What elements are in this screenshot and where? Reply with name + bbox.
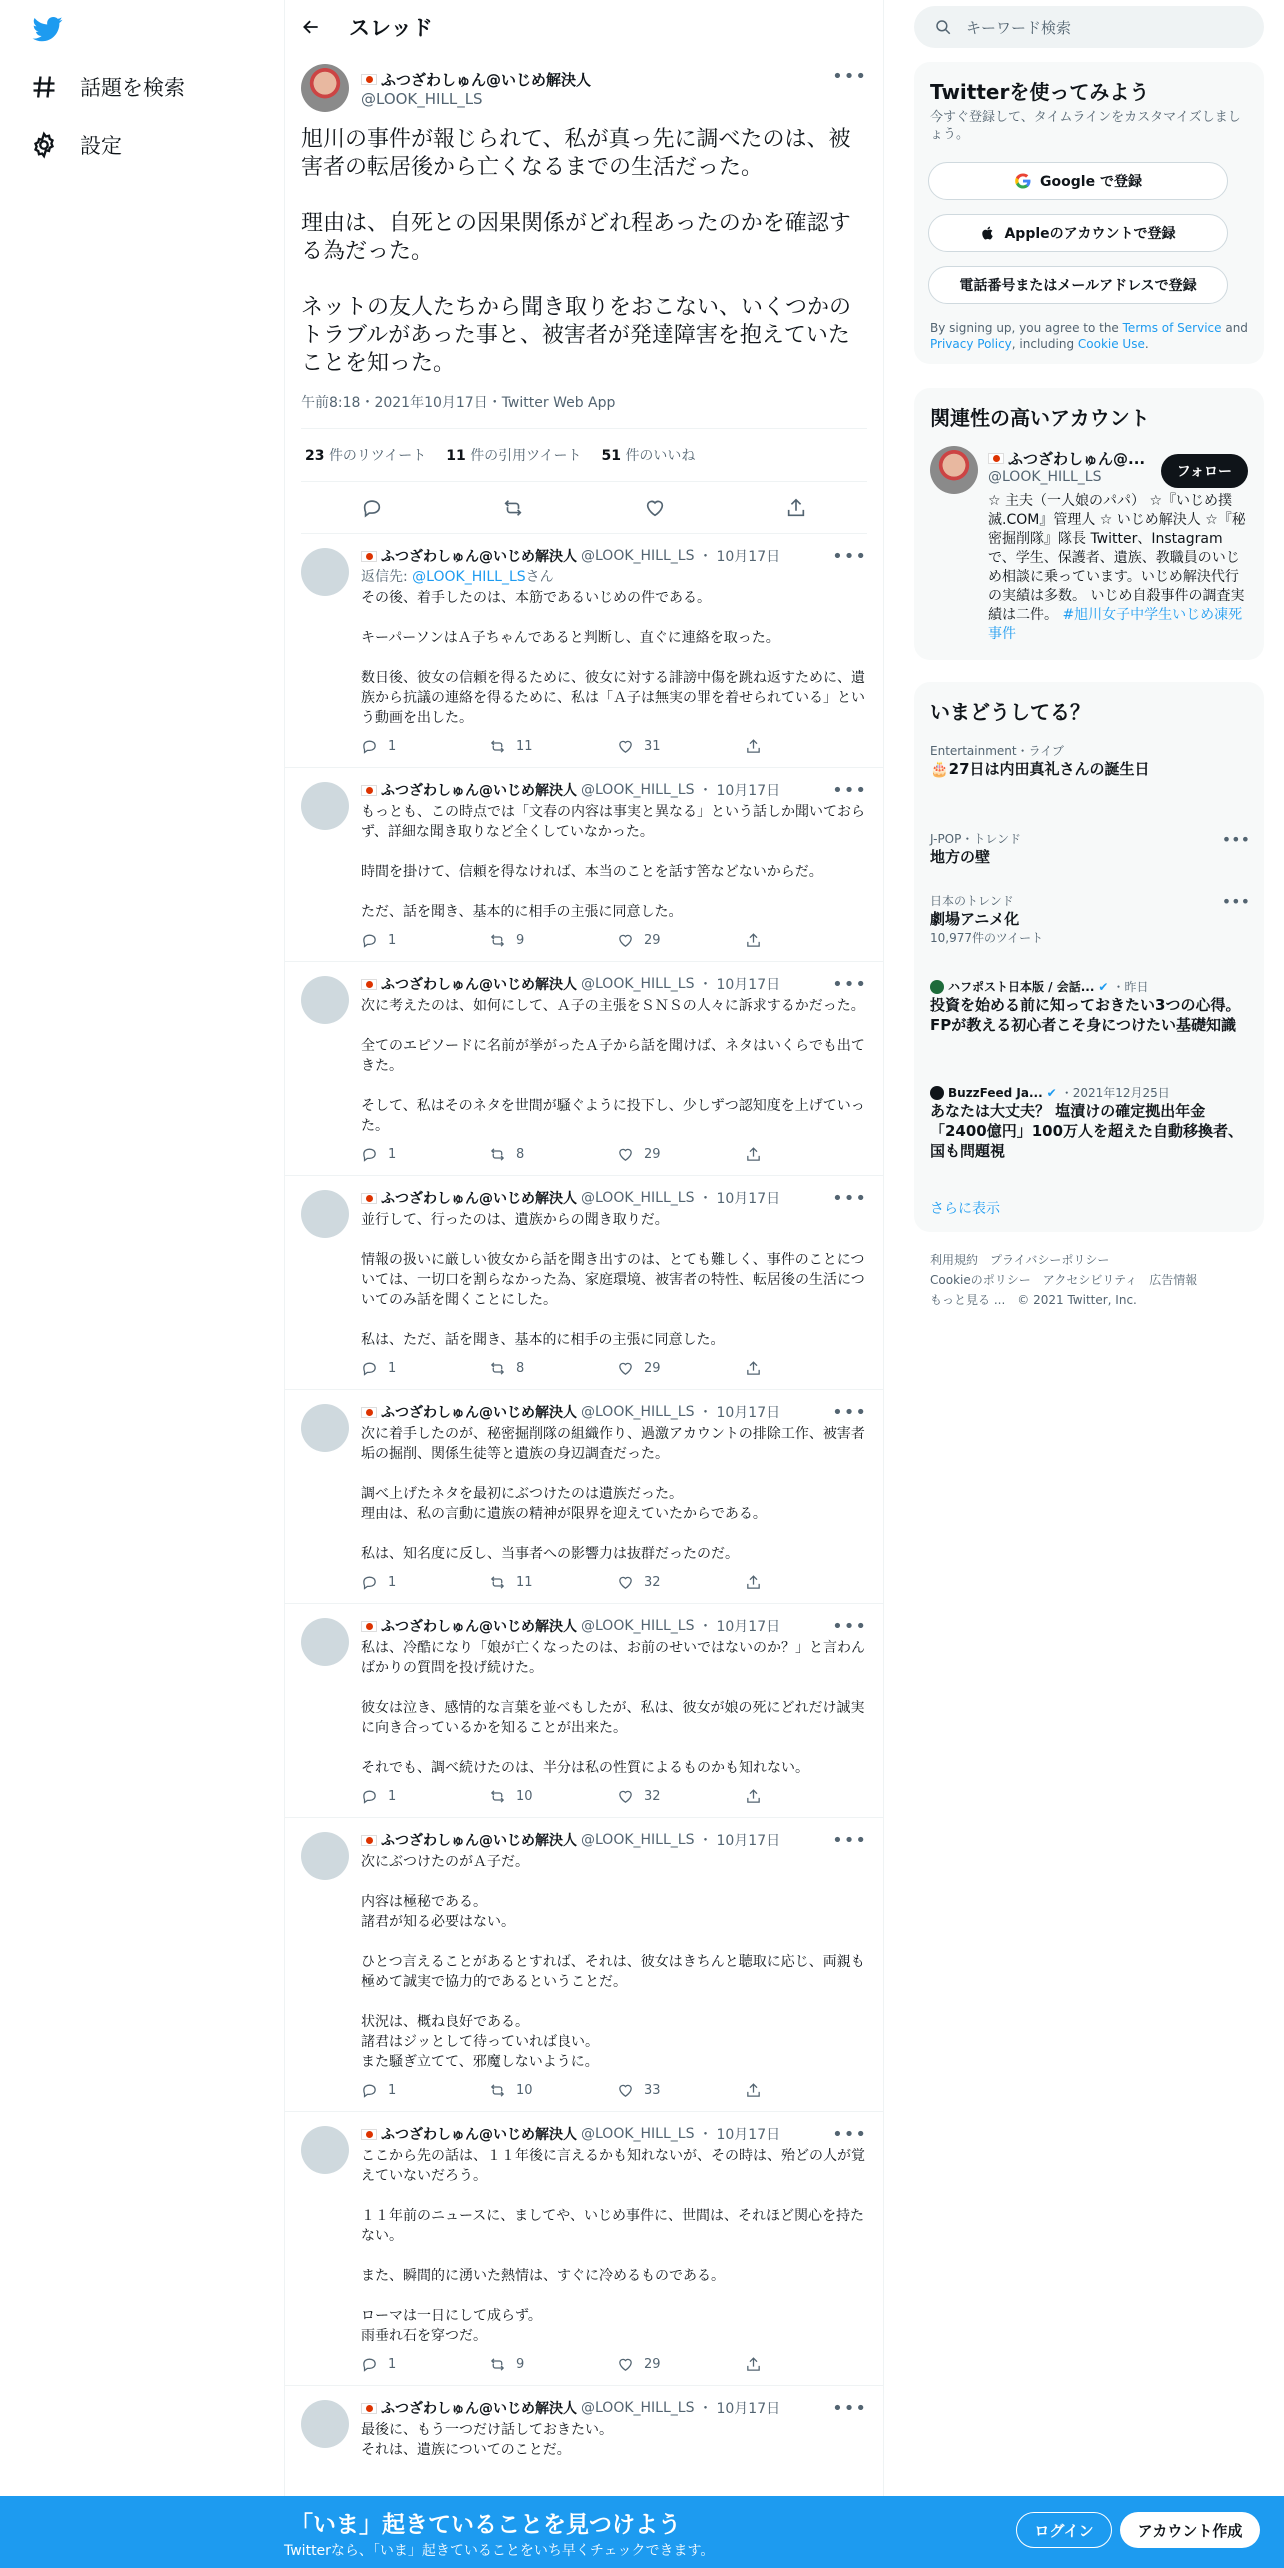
like-icon [617,1788,634,1805]
reply-tweet[interactable]: ふつざわしゅん@いじめ解決人 @LOOK_HILL_LS ・ 10月17日 ••• 最後に、もう一つだけ話しておきたい。 それは、遺族についてのことだ。 [285,2386,883,2472]
retweet-button[interactable]: 11 [489,1574,589,1591]
twitter-logo-icon[interactable] [30,14,66,44]
phone-email-signup-button[interactable]: 電話番号またはメールアドレスで登録 [928,266,1228,304]
japan-flag-icon [988,453,1004,464]
trend-item[interactable]: J-POP・トレンド 地方の壁 ••• [930,830,1250,866]
related-accounts-card [914,388,1264,660]
retweet-icon [489,2082,506,2099]
retweet-button[interactable]: 8 [489,1360,589,1377]
like-icon [617,2082,634,2099]
tweet-date[interactable]: 10月17日 [716,1191,781,1207]
retweet-button[interactable]: 9 [489,2356,589,2373]
verified-icon: ✔ [1046,1085,1057,1100]
tweet-text: 次にぶつけたのがＡ子だ。 内容は極秘である。 諸君が知る必要はない。 ひとつ言えることがあるとすれば、それは、彼女はきちんと聴取に応じ、両親も極めて誠実で協力的であるということだ。 状況は、概ね良好である。 諸君はジッとして待っていれば良い。 また騒ぎ立てて、邪魔しないように。 [361,1854,865,2070]
reply-icon[interactable] [361,497,383,519]
avatar[interactable] [301,1190,349,1238]
tweet-text: もっとも、この時点では「文春の内容は事実と異なる」という話しか聞いておらず、詳細な聞き取りなど全くしていなかった。 時間を掛けて、信頼を得なければ、本当のことを話す筈などないからだ。 ただ、話を聞き、基本的に相手の主張に同意した。 [361,804,865,920]
more-options-icon[interactable]: ••• [832,1188,867,1209]
author-name[interactable]: ふつざわしゅん@いじめ解決人 [381,2127,577,2143]
more-options-icon[interactable]: ••• [832,2124,867,2145]
nav-settings[interactable] [30,130,122,160]
related-account-name[interactable]: ふつざわしゅん@... [1008,450,1146,468]
tweet-text: 私は、冷酷になり「娘が亡くなったのは、お前のせいではないのか？」と言わんばかりの質問を投げ続けた。 彼女は泣き、感情的な言葉を並べもしたが、私は、彼女が娘の死にどれだけ誠実に向き合っているかを知ることが出来た。 それでも、調べ続けたのは、半分は私の性質によるものかも知れない。 [361,1640,865,1776]
reply-tweet[interactable]: ふつざわしゅん@いじめ解決人 @LOOK_HILL_LS ・ 10月17日 ••• 返信先: @LOOK_HILL_LSさん その後、着手したのは、本筋であるいじめの件である。 キーパーソンはＡ子ちゃんであると判断し、直ぐに連絡を取った。 数日後、彼女の信頼を得るために、彼女に対する誹謗中傷を跳ね返すために、遺族から抗議の連絡を得るために、私は「Ａ子は無実の罪を着せられている」という動画を出した。 1 11 31 [285,534,883,768]
tweet-text: ここから先の話は、１１年後に言えるかも知れないが、その時は、殆どの人が覚えていないだろう。 １１年前のニュースに、ましてや、いじめ事件に、世間は、それほど関心を持たない。 また、瞬間的に湧いた熱情は、すぐに冷めるものである。 ローマは一日にして成らず。 雨垂れ石を穿つだ。 [361,2148,865,2344]
like-count-link[interactable]: 51 件のいいね [601,448,696,464]
tweet-date[interactable]: 10月17日 [716,2127,781,2143]
gear-icon [30,131,58,159]
share-button[interactable] [745,2082,845,2099]
retweet-icon [489,1360,506,1377]
reply-button[interactable]: 1 [361,738,461,755]
footer-link[interactable]: プライバシーポリシー [990,1253,1110,1267]
avatar[interactable] [301,782,349,830]
tweet-text: 旭川の事件が報じられて、私が真っ先に調べたのは、被害者の転居後から亡くなるまでの生活だった。 理由は、自死との因果関係がどれ程あったのかを確認する為だった。 ネットの友人たちから聞き取りをおこない、いくつかのトラブルがあった事と、被害者が発達障害を抱えていたことを知った。 [301,127,852,376]
reply-icon [361,738,378,755]
share-icon[interactable] [785,497,807,519]
bottom-signup-banner [0,2496,1284,2568]
hashtag-link[interactable]: #旭川女子中学生いじめ凍死事件 [988,607,1243,642]
share-icon [745,1360,762,1377]
banner-subtitle: Twitterなら、「いま」起きていることをいち早くチェックできます。 [284,2543,715,2559]
follow-button[interactable]: フォロー [1161,454,1248,488]
share-icon [745,738,762,755]
more-options-icon[interactable]: ••• [1221,892,1250,911]
tweet-date[interactable]: 10月17日 [716,2401,781,2417]
author-name[interactable]: ふつざわしゅん@いじめ解決人 [381,2401,577,2417]
tweet-date[interactable]: 10月17日 [716,977,781,993]
back-arrow-icon[interactable] [301,17,321,37]
tweet-date[interactable]: 10月17日 [716,1833,781,1849]
tweet-stats [301,429,867,482]
tweet-actions [301,482,867,534]
retweet-icon [489,738,506,755]
reply-icon [361,1360,378,1377]
reply-button[interactable]: 1 [361,2356,461,2373]
retweet-count-link[interactable]: 23 件のリツイート [305,448,427,464]
author-name[interactable]: ふつざわしゅん@いじめ解決人 [381,977,577,993]
author-name[interactable]: ふつざわしゅん@いじめ解決人 [381,1833,577,1849]
retweet-icon [489,1574,506,1591]
reply-tweet[interactable]: ふつざわしゅん@いじめ解決人 @LOOK_HILL_LS ・ 10月17日 ••• もっとも、この時点では「文春の内容は事実と異なる」という話しか聞いておらず、詳細な聞き取りなど全くしていなかった。 時間を掛けて、信頼を得なければ、本当のことを話す筈などないからだ。 ただ、話を聞き、基本的に相手の主張に同意した。 1 9 29 [285,768,883,962]
related-title: 関連性の高いアカウント [930,406,1150,430]
like-button[interactable]: 29 [617,2356,717,2373]
more-options-icon[interactable]: ••• [832,1402,867,1423]
like-button[interactable]: 32 [617,1788,717,1805]
retweet-icon [489,932,506,949]
apple-signup-button[interactable]: Appleのアカウントで登録 [928,214,1228,252]
reply-icon [361,2356,378,2373]
login-button[interactable]: ログイン [1016,2512,1112,2548]
author-name[interactable]: ふつざわしゅん@いじめ解決人 [381,1619,577,1635]
trend-item[interactable]: 日本のトレンド 劇場アニメ化 10,977件のツイート ••• [930,892,1250,945]
tweet-date[interactable]: 10月17日 [716,1619,781,1635]
signup-title: Twitterを使ってみよう [930,80,1150,104]
reply-button[interactable]: 1 [361,932,461,949]
retweet-icon[interactable] [502,497,524,519]
japan-flag-icon [361,551,377,562]
share-button[interactable] [745,1788,845,1805]
author-handle[interactable]: @LOOK_HILL_LS [581,2400,695,2416]
like-button[interactable]: 29 [617,1360,717,1377]
more-options-icon[interactable]: ••• [832,780,867,801]
reply-tweet[interactable]: ふつざわしゅん@いじめ解決人 @LOOK_HILL_LS ・ 10月17日 ••• 次に考えたのは、如何にして、Ａ子の主張をＳＮＳの人々に訴求するかだった。 全てのエピソードに名前が挙がったＡ子から話を聞けば、ネタはいくらでも出てきた。 そして、私はそのネタを世間が騒ぐように投下し、少しずつ認知度を上げていった。 1 8 29 [285,962,883,1176]
share-icon [745,2356,762,2373]
reply-tweet[interactable]: ふつざわしゅん@いじめ解決人 @LOOK_HILL_LS ・ 10月17日 ••• 私は、冷酷になり「娘が亡くなったのは、お前のせいではないのか？」と言わんばかりの質問を投げ続けた。 彼女は泣き、感情的な言葉を並べもしたが、私は、彼女が娘の死にどれだけ誠実に向き合っているかを知ることが出来た。 それでも、調べ続けたのは、半分は私の性質によるものかも知れない。 1 10 32 [285,1604,883,1818]
like-button[interactable]: 32 [617,1574,717,1591]
japan-flag-icon [361,1621,377,1632]
footer-link[interactable]: Cookieのポリシー [930,1273,1031,1287]
avatar[interactable] [301,548,349,596]
replies-list [285,534,883,2472]
more-options-icon[interactable]: ••• [832,974,867,995]
share-icon [745,932,762,949]
japan-flag-icon [361,979,377,990]
reply-icon [361,1788,378,1805]
more-options-icon[interactable]: ••• [832,66,867,87]
tweet-date[interactable]: 10月17日 [716,783,781,799]
terms-link[interactable]: Terms of Service [1122,321,1222,335]
retweet-icon [489,1146,506,1163]
reply-to-label: 返信先: @LOOK_HILL_LSさん [361,569,554,585]
share-button[interactable] [745,1360,845,1377]
google-signup-button[interactable]: Google で登録 [928,162,1228,200]
search-box[interactable] [914,6,1264,48]
author-handle[interactable]: @LOOK_HILL_LS [581,1190,695,1206]
terms-text: By signing up, you agree to the Terms of Service and Privacy Policy, including Cookie Use. [930,321,1248,351]
author-name[interactable]: ふつざわしゅん@いじめ解決人 [381,1191,577,1207]
retweet-icon [489,1788,506,1805]
japan-flag-icon [361,2129,377,2140]
japan-flag-icon [361,2403,377,2414]
author-handle[interactable]: @LOOK_HILL_LS [581,1404,695,1420]
reply-icon [361,1574,378,1591]
reply-tweet[interactable]: ふつざわしゅん@いじめ解決人 @LOOK_HILL_LS ・ 10月17日 ••• 次にぶつけたのがＡ子だ。 内容は極秘である。 諸君が知る必要はない。 ひとつ言えることがあるとすれば、それは、彼女はきちんと聴取に応じ、両親も極めて誠実で協力的であるということだ。 状況は、概ね良好である。 諸君はジッとして待っていれば良い。 また騒ぎ立てて、邪魔しないように。 1 10 33 [285,1818,883,2112]
like-button[interactable]: 29 [617,932,717,949]
author-handle[interactable]: @LOOK_HILL_LS [581,1832,695,1848]
author-name[interactable]: ふつざわしゅん@いじめ解決人 [381,70,592,89]
reply-button[interactable]: 1 [361,1574,461,1591]
author-handle[interactable]: @LOOK_HILL_LS [581,976,695,992]
left-nav [0,0,284,2568]
reply-icon [361,1146,378,1163]
share-button[interactable] [745,932,845,949]
like-icon [617,738,634,755]
create-account-button[interactable]: アカウント作成 [1120,2512,1260,2548]
share-icon [745,1146,762,1163]
quote-count-link[interactable]: 11 件の引用ツイート [446,448,582,464]
news-source-icon [930,1086,944,1100]
japan-flag-icon [361,1835,377,1846]
hashtag-icon [30,73,58,101]
trend-item[interactable]: ハフポスト日本版 / 会話... ✔ ・昨日 投資を始める前に知っておきたい3つの心得。FPが教える初心者こそ身につけたい基礎知識 [930,979,1241,1034]
author-name[interactable]: ふつざわしゅん@いじめ解決人 [381,783,577,799]
retweet-button[interactable]: 10 [489,2082,589,2099]
more-options-icon[interactable]: ••• [1221,830,1250,849]
like-icon[interactable] [644,497,666,519]
news-source-icon [930,980,944,994]
author-handle[interactable]: @LOOK_HILL_LS [581,782,695,798]
avatar[interactable] [301,1404,349,1452]
share-button[interactable] [745,1574,845,1591]
more-options-icon[interactable]: ••• [832,1830,867,1851]
author-handle[interactable]: @LOOK_HILL_LS [581,2126,695,2142]
tweet-text: 並行して、行ったのは、遺族からの聞き取りだ。 情報の扱いに厳しい彼女から話を聞き出すのは、とても難しく、事件のことについては、一切口を割らなかった為、家庭環境、被害者の特性、転居後の生活についてのみ話を聞くことにした。 私は、ただ、話を聞き、基本的に相手の主張に同意した。 [361,1212,865,1348]
like-icon [617,1146,634,1163]
share-button[interactable] [745,2356,845,2373]
search-icon [934,18,952,36]
footer-link[interactable]: 広告情報 [1149,1273,1198,1287]
avatar[interactable] [930,446,978,494]
cookie-link[interactable]: Cookie Use [1077,337,1145,351]
more-options-icon[interactable]: ••• [832,546,867,567]
author-name[interactable]: ふつざわしゅん@いじめ解決人 [381,549,577,565]
japan-flag-icon [361,74,377,85]
retweet-icon [489,2356,506,2373]
verified-icon: ✔ [1098,979,1109,994]
signup-subtitle: 今すぐ登録して、タイムラインをカスタマイズしましょう。 [930,110,1241,142]
reply-to-link[interactable]: @LOOK_HILL_LS [412,569,526,585]
main-tweet [285,54,883,534]
tweet-date[interactable]: 10月17日 [716,549,781,565]
like-icon [617,2356,634,2373]
author-name[interactable]: ふつざわしゅん@いじめ解決人 [381,1405,577,1421]
like-button[interactable]: 33 [617,2082,717,2099]
tweet-text: その後、着手したのは、本筋であるいじめの件である。 キーパーソンはＡ子ちゃんであると判断し、直ぐに連絡を取った。 数日後、彼女の信頼を得るために、彼女に対する誹謗中傷を跳ね返すために、遺族から抗議の連絡を得るために、私は「Ａ子は無実の罪を着せられている」という動画を出した。 [361,590,865,726]
reply-button[interactable]: 1 [361,1146,461,1163]
apple-icon [980,224,996,242]
signup-card [914,62,1264,364]
footer-link[interactable]: 利用規約 [930,1253,979,1267]
like-icon [617,1360,634,1377]
avatar[interactable] [301,2400,349,2448]
more-options-icon[interactable]: ••• [832,2398,867,2419]
main-column [284,0,884,2568]
nav-settings-label: 設定 [80,134,122,158]
tweet-text: 次に考えたのは、如何にして、Ａ子の主張をＳＮＳの人々に訴求するかだった。 全てのエピソードに名前が挙がったＡ子から話を聞けば、ネタはいくらでも出てきた。 そして、私はそのネタを世間が騒ぐように投下し、少しずつ認知度を上げていった。 [361,998,865,1134]
retweet-button[interactable]: 9 [489,932,589,949]
japan-flag-icon [361,785,377,796]
thread-header [285,0,883,54]
avatar[interactable] [301,64,349,112]
banner-title: 「いま」起きていることを見つけよう [290,2512,681,2538]
related-account-bio: ☆ 主夫（一人娘のパパ） ☆『いじめ撲滅.COM』管理人 ☆ いじめ解決人 ☆『秘密掘削隊』隊長 Twitter、Instagramで、学生、保護者、遺族、教職員のいじめ相談に乗っています。いじめ解決代行の実績は多数。 いじめ自殺事件の調査実績は二件。 #旭川女子中学生いじめ凍死事件 [988,493,1246,642]
avatar[interactable] [301,1618,349,1666]
google-icon [1014,172,1032,190]
page-title: スレッド [349,16,433,40]
trends-card [914,682,1264,1232]
reply-tweet[interactable]: ふつざわしゅん@いじめ解決人 @LOOK_HILL_LS ・ 10月17日 ••• 並行して、行ったのは、遺族からの聞き取りだ。 情報の扱いに厳しい彼女から話を聞き出すのは、とても難しく、事件のことについては、一切口を割らなかった為、家庭環境、被害者の特性、転居後の生活についてのみ話を聞くことにした。 私は、ただ、話を聞き、基本的に相手の主張に同意した。 1 8 29 [285,1176,883,1390]
nav-explore[interactable] [30,72,185,102]
retweet-button[interactable]: 11 [489,738,589,755]
like-button[interactable]: 31 [617,738,717,755]
avatar[interactable] [301,976,349,1024]
privacy-link[interactable]: Privacy Policy [930,337,1012,351]
reply-button[interactable]: 1 [361,2082,461,2099]
trend-item[interactable]: Entertainment・ライブ 🎂27日は内田真礼さんの誕生日 [930,744,1150,778]
reply-icon [361,2082,378,2099]
avatar[interactable] [301,2126,349,2174]
share-button[interactable] [745,1146,845,1163]
author-handle[interactable]: @LOOK_HILL_LS [581,548,695,564]
reply-tweet[interactable]: ふつざわしゅん@いじめ解決人 @LOOK_HILL_LS ・ 10月17日 ••• 次に着手したのが、秘密掘削隊の組織作り、過激アカウントの排除工作、被害者垢の掘削、関係生徒等と遺族の身辺調査だった。 調べ上げたネタを最初にぶつけたのは遺族だった。 理由は、私の言動に遺族の精神が限界を迎えていたからである。 私は、知名度に反し、当事者への影響力は抜群だったのだ。 1 11 32 [285,1390,883,1604]
share-icon [745,1574,762,1591]
nav-explore-label: 話題を検索 [80,76,185,100]
trend-item[interactable]: BuzzFeed Ja... ✔ ・2021年12月25日 あなたは大丈夫？ 塩漬けの確定拠出年金「2400億円」100万人を超えた自動移換者、国も問題視 [930,1085,1244,1160]
author-handle[interactable]: @LOOK_HILL_LS [581,1618,695,1634]
reply-icon [361,932,378,949]
related-account-handle[interactable]: @LOOK_HILL_LS [988,469,1102,485]
tweet-timestamp[interactable]: 午前8:18・2021年10月17日・Twitter Web App [301,392,867,429]
reply-button[interactable]: 1 [361,1788,461,1805]
footer-link[interactable]: アクセシビリティ [1042,1273,1138,1287]
copyright: © 2021 Twitter, Inc. [1017,1293,1137,1307]
footer-link[interactable]: もっと見る ... [930,1293,1006,1307]
footer-links [930,1250,1250,1310]
tweet-text: 次に着手したのが、秘密掘削隊の組織作り、過激アカウントの排除工作、被害者垢の掘削、関係生徒等と遺族の身辺調査だった。 調べ上げたネタを最初にぶつけたのは遺族だった。 理由は、私の言動に遺族の精神が限界を迎えていたからである。 私は、知名度に反し、当事者への影響力は抜群だったのだ。 [361,1426,865,1562]
show-more-link[interactable]: さらに表示 [930,1201,1000,1217]
share-icon [745,2082,762,2099]
trends-title: いまどうしてる？ [930,700,1090,724]
like-button[interactable]: 29 [617,1146,717,1163]
like-icon [617,1574,634,1591]
tweet-date[interactable]: 10月17日 [716,1405,781,1421]
retweet-button[interactable]: 10 [489,1788,589,1805]
share-button[interactable] [745,738,845,755]
like-icon [617,932,634,949]
search-input[interactable]: キーワード検索 [966,18,1072,37]
avatar[interactable] [301,1832,349,1880]
japan-flag-icon [361,1193,377,1204]
retweet-button[interactable]: 8 [489,1146,589,1163]
reply-tweet[interactable]: ふつざわしゅん@いじめ解決人 @LOOK_HILL_LS ・ 10月17日 ••• ここから先の話は、１１年後に言えるかも知れないが、その時は、殆どの人が覚えていないだろう。 １１年前のニュースに、ましてや、いじめ事件に、世間は、それほど関心を持たない。 また、瞬間的に湧いた熱情は、すぐに冷めるものである。 ローマは一日にして成らず。 雨垂れ石を穿つだ。 1 9 29 [285,2112,883,2386]
japan-flag-icon [361,1407,377,1418]
reply-button[interactable]: 1 [361,1360,461,1377]
more-options-icon[interactable]: ••• [832,1616,867,1637]
author-handle[interactable]: @LOOK_HILL_LS [361,89,483,108]
share-icon [745,1788,762,1805]
tweet-text: 最後に、もう一つだけ話しておきたい。 それは、遺族についてのことだ。 [361,2422,613,2458]
